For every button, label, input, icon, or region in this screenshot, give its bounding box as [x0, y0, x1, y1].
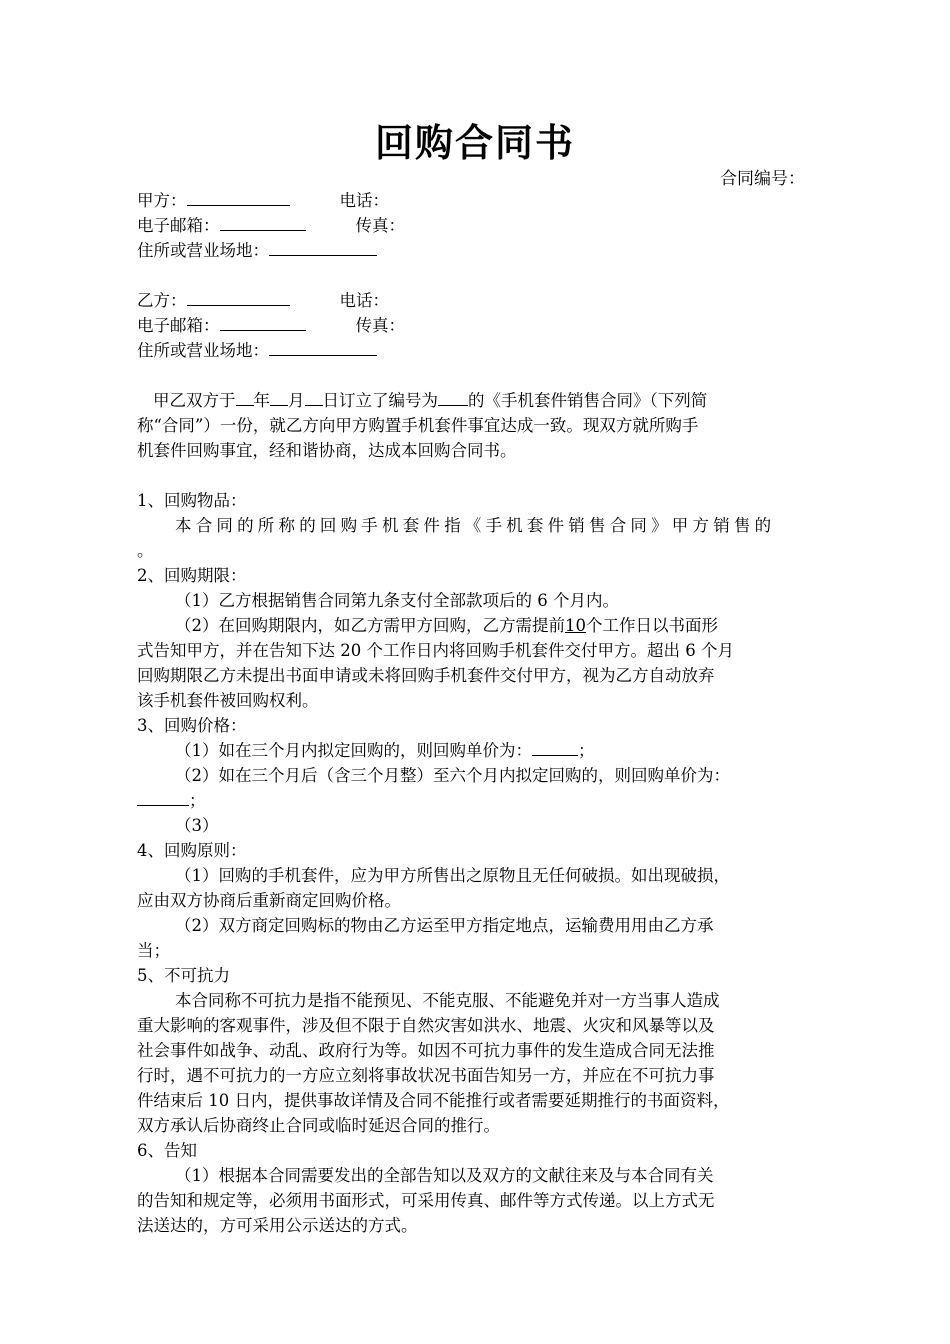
section-4-item-1: （1）回购的手机套件，应为甲方所售出之原物且无任何破损。如出现破损，	[175, 866, 730, 885]
section-1-line-1: 本合同的所称的回购手机套件指《手机套件销售合同》甲方销售的	[175, 516, 776, 535]
party-a-address-line	[137, 238, 817, 263]
party-a-email-blank	[220, 214, 306, 231]
section-5-line-2: 重大影响的客观事件，涉及但不限于自然灾害如洪水、地震、火灾和风暴等以及	[137, 1016, 715, 1035]
section-4-item-2: （2）双方商定回购标的物由乙方运至甲方指定地点，运输费用用由乙方承	[175, 916, 714, 935]
section-6-heading: 6、告知	[137, 1141, 197, 1160]
party-a-line	[137, 188, 817, 213]
party-b-email-label: 电子邮箱：	[137, 316, 220, 335]
section-3-item-3: （3）	[175, 816, 219, 835]
section-1-heading: 1、回购物品：	[137, 491, 247, 510]
party-b-blank	[187, 289, 290, 306]
party-a-address-label: 住所或营业场地：	[137, 241, 269, 260]
price-1-blank	[532, 739, 578, 756]
party-a-blank	[187, 189, 290, 206]
contract-id-blank	[438, 389, 468, 406]
section-3-item-2: （2）如在三个月后（含三个月整）至六个月内拟定回购的，则回购单价为：	[175, 766, 730, 785]
section-5-line-4: 行时，遇不可抗力的一方应立刻将事故状况书面告知另一方，并应在不可抗力事	[137, 1066, 715, 1085]
notice-days-value: 10	[565, 616, 586, 635]
section-2-heading: 2、回购期限：	[137, 566, 247, 585]
section-2-item-2-line-3: 回购期限乙方未提出书面申请或未将回购手机套件交付甲方，视为乙方自动放弃	[137, 666, 715, 685]
party-b-address-label: 住所或营业场地：	[137, 341, 269, 360]
section-3-item-2-line-2	[137, 788, 817, 813]
party-b-line	[137, 288, 817, 313]
party-a-fax-label: 传真：	[355, 216, 405, 235]
section-6-line-2: 的告知和规定等，必须用书面形式，可采用传真、邮件等方式传递。以上方式无	[137, 1191, 715, 1210]
section-5-line-6: 双方承认后协商终止合同或临时延迟合同的推行。	[137, 1116, 500, 1135]
intro-day: 日订立了编号为	[322, 391, 438, 410]
section-3-item-1-text: （1）如在三个月内拟定回购的，则回购单价为：	[175, 741, 532, 760]
intro-text-2: 的《手机套件销售合同》（下列简	[468, 391, 708, 410]
document-title: 回购合同书	[374, 121, 575, 165]
price-2-blank	[137, 789, 189, 806]
section-2-item-2-text: （2）在回购期限内，如乙方需甲方回购，乙方需提前	[175, 616, 565, 635]
section-4-item-1-line-2: 应由双方协商后重新商定回购价格。	[137, 891, 401, 910]
party-a-label: 甲方：	[137, 191, 187, 210]
section-2-item-2	[137, 613, 817, 638]
party-b-fax-label: 传真：	[355, 316, 405, 335]
section-3-item-1	[137, 738, 817, 763]
day-blank	[305, 389, 323, 406]
document-body	[137, 188, 817, 1238]
month-blank	[270, 389, 288, 406]
section-5-line-1: 本合同称不可抗力是指不能预见、不能克服、不能避免并对一方当事人造成	[175, 991, 720, 1010]
section-1-line-2: 。	[137, 541, 154, 560]
section-6-line-1: （1）根据本合同需要发出的全部告知以及双方的文献往来及与本合同有关	[175, 1166, 714, 1185]
party-b-address-line	[137, 338, 817, 363]
section-5-heading: 5、不可抗力	[137, 966, 230, 985]
intro-year: 年	[253, 391, 270, 410]
section-2-item-2-line-2: 式告知甲方，并在告知下达 20 个工作日内将回购手机套件交付甲方。超出 6 个月	[137, 641, 734, 660]
party-b-phone-label: 电话：	[339, 291, 389, 310]
section-4-heading: 4、回购原则：	[137, 841, 247, 860]
section-5-line-5: 件结束后 10 日内，提供事故详情及合同不能推行或者需要延期推行的书面资料，	[137, 1091, 730, 1110]
party-a-address-blank	[269, 239, 377, 256]
section-3-item-2-end: ；	[189, 791, 206, 810]
party-b-email-blank	[220, 314, 306, 331]
intro-line-3: 机套件回购事宜，经和谐协商，达成本回购合同书。	[137, 441, 517, 460]
party-b-label: 乙方：	[137, 291, 187, 310]
party-a-email-line	[137, 213, 817, 238]
party-a-phone-label: 电话：	[339, 191, 389, 210]
section-3-item-1-end: ；	[578, 741, 595, 760]
section-6-line-3: 法送达的，方可采用公示送达的方式。	[137, 1216, 418, 1235]
intro-text: 甲乙双方于	[153, 391, 236, 410]
section-5-line-3: 社会事件如战争、动乱、政府行为等。如因不可抗力事件的发生造成合同无法推	[137, 1041, 715, 1060]
intro-line-1	[137, 388, 817, 413]
intro-line-2: 称“合同”）一份，就乙方向甲方购置手机套件事宜达成一致。现双方就所购手	[137, 416, 699, 435]
party-b-address-blank	[269, 339, 377, 356]
year-blank	[236, 389, 254, 406]
section-3-heading: 3、回购价格：	[137, 716, 247, 735]
party-a-email-label: 电子邮箱：	[137, 216, 220, 235]
contract-number-label: 合同编号：	[720, 169, 805, 189]
section-4-item-2-line-2: 当；	[137, 941, 170, 960]
section-2-item-2-text-2: 个工作日以书面形	[586, 616, 718, 635]
intro-month: 月	[288, 391, 305, 410]
section-2-item-1: （1）乙方根据销售合同第九条支付全部款项后的 6 个月内。	[175, 591, 619, 610]
party-b-email-line	[137, 313, 817, 338]
section-2-item-2-line-4: 该手机套件被回购权利。	[137, 691, 319, 710]
